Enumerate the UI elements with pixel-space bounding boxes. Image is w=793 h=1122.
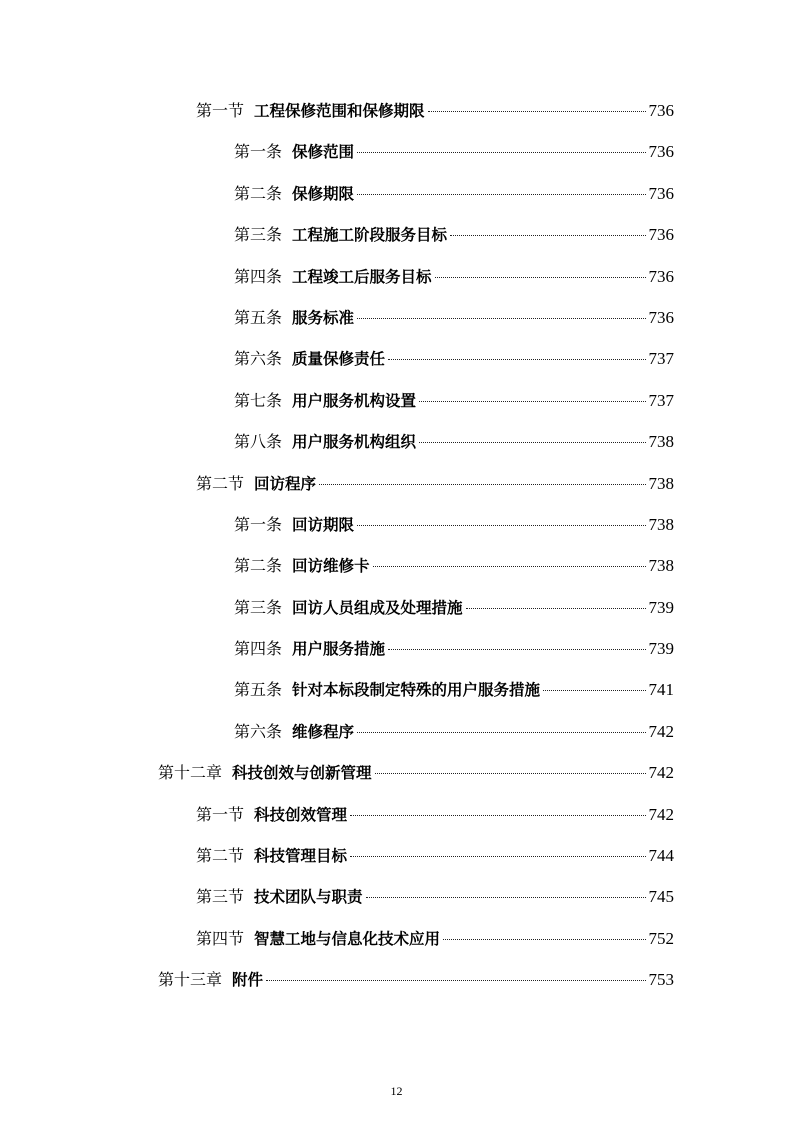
toc-entry-label: 第二节	[196, 846, 245, 866]
toc-entry-title: 回访程序	[254, 474, 317, 493]
toc-entry-page-number: 753	[648, 970, 674, 990]
dot-leader	[266, 980, 645, 981]
toc-entry-label: 第三节	[196, 887, 245, 907]
toc-entry[interactable]	[0, 297, 793, 338]
dot-leader	[319, 484, 645, 485]
toc-entry-page-number: 738	[648, 473, 674, 493]
toc-entry-label: 第五条	[234, 680, 283, 700]
dot-leader	[350, 856, 645, 857]
toc-entry-page-number: 752	[648, 928, 674, 948]
toc-entry[interactable]	[0, 421, 793, 462]
dot-leader	[450, 235, 645, 236]
dot-leader	[443, 939, 645, 940]
toc-entry-label: 第二条	[234, 183, 283, 203]
toc-entry[interactable]	[0, 876, 793, 917]
toc-entry[interactable]	[0, 752, 793, 793]
toc-entry-page-number: 745	[648, 887, 674, 907]
toc-entry-label: 第四条	[234, 639, 283, 659]
toc-entry-label: 第六条	[234, 349, 283, 369]
dot-leader	[419, 401, 645, 402]
toc-entry-page-number: 739	[648, 639, 674, 659]
toc-entry[interactable]	[0, 587, 793, 628]
toc-entry-label: 第七条	[234, 390, 283, 410]
toc-entry-label: 第四条	[234, 266, 283, 286]
dot-leader	[357, 152, 645, 153]
toc-entry[interactable]	[0, 669, 793, 710]
toc-entry-label: 第四节	[196, 928, 245, 948]
toc-entry-label: 第十二章	[158, 763, 223, 783]
dot-leader	[357, 732, 645, 733]
toc-entry-title: 回访期限	[292, 515, 355, 534]
dot-leader	[388, 359, 645, 360]
toc-entry-title: 针对本标段制定特殊的用户服务措施	[292, 681, 541, 700]
toc-entry[interactable]	[0, 918, 793, 959]
toc-entry-label: 第三条	[234, 225, 283, 245]
toc-entry[interactable]	[0, 380, 793, 421]
dot-leader	[388, 649, 645, 650]
toc-entry-label: 第六条	[234, 721, 283, 741]
dot-leader	[543, 690, 645, 691]
toc-entry-page-number: 737	[648, 390, 674, 410]
toc-entry-page-number: 742	[648, 804, 674, 824]
toc-entry[interactable]	[0, 463, 793, 504]
toc-entry-title: 维修程序	[292, 722, 355, 741]
dot-leader	[466, 608, 646, 609]
toc-entry-label: 第十三章	[158, 970, 223, 990]
toc-entry-title: 用户服务机构设置	[292, 391, 417, 410]
toc-entry[interactable]	[0, 835, 793, 876]
toc-entry-title: 科技管理目标	[254, 847, 348, 866]
dot-leader	[357, 525, 645, 526]
toc-entry[interactable]	[0, 173, 793, 214]
toc-entry-page-number: 736	[648, 183, 674, 203]
toc-entry-title: 回访人员组成及处理措施	[292, 598, 463, 617]
dot-leader	[366, 897, 646, 898]
toc-entry[interactable]	[0, 504, 793, 545]
toc-entry-page-number: 744	[648, 846, 674, 866]
toc-entry-title: 保修期限	[292, 184, 355, 203]
toc-entry-page-number: 736	[648, 101, 674, 120]
toc-entry-page-number: 736	[648, 225, 674, 245]
toc-entry-title: 技术团队与职责	[254, 888, 363, 907]
toc-entry-title: 质量保修责任	[292, 350, 386, 369]
toc-entry[interactable]	[0, 794, 793, 835]
toc-entry-page-number: 738	[648, 556, 674, 576]
dot-leader	[357, 318, 645, 319]
toc-entry[interactable]	[0, 545, 793, 586]
dot-leader	[435, 277, 646, 278]
toc-entry-title: 工程竣工后服务目标	[292, 267, 432, 286]
dot-leader	[373, 566, 646, 567]
toc-entry-label: 第二条	[234, 556, 283, 576]
toc-entry-page-number: 736	[648, 307, 674, 327]
toc-entry-label: 第一条	[234, 514, 283, 534]
toc-entry-page-number: 742	[648, 763, 674, 783]
toc-entry[interactable]	[0, 214, 793, 255]
toc-entry-title: 用户服务机构组织	[292, 433, 417, 452]
toc-entry-title: 科技创效与创新管理	[232, 764, 372, 783]
toc-entry-page-number: 738	[648, 514, 674, 534]
toc-entry-page-number: 742	[648, 721, 674, 741]
dot-leader	[419, 442, 645, 443]
toc-entry-page-number: 736	[648, 142, 674, 162]
toc-entry-label: 第一节	[196, 101, 245, 120]
dot-leader	[357, 194, 645, 195]
toc-entry-title: 附件	[232, 971, 264, 990]
toc-entry[interactable]	[0, 959, 793, 1000]
toc-entry[interactable]	[0, 90, 793, 131]
page-number: 12	[390, 1084, 403, 1098]
toc-entry-title: 用户服务措施	[292, 640, 386, 659]
toc-entry-label: 第五条	[234, 307, 283, 327]
toc-entry-title: 工程施工阶段服务目标	[292, 226, 448, 245]
table-of-contents	[0, 90, 793, 1001]
dot-leader	[375, 773, 646, 774]
toc-entry[interactable]	[0, 256, 793, 297]
toc-entry-title: 智慧工地与信息化技术应用	[254, 929, 441, 948]
toc-entry-title: 科技创效管理	[254, 805, 348, 824]
toc-entry-title: 工程保修范围和保修期限	[254, 102, 425, 120]
dot-leader	[350, 815, 645, 816]
toc-entry-label: 第一节	[196, 804, 245, 824]
toc-entry-page-number: 738	[648, 432, 674, 452]
toc-entry-title: 保修范围	[292, 143, 355, 162]
toc-entry-label: 第二节	[196, 473, 245, 493]
toc-entry-page-number: 736	[648, 266, 674, 286]
dot-leader	[428, 111, 646, 112]
toc-entry[interactable]	[0, 131, 793, 172]
toc-entry-label: 第一条	[234, 142, 283, 162]
toc-entry-title: 回访维修卡	[292, 557, 370, 576]
toc-entry[interactable]	[0, 628, 793, 669]
toc-entry-page-number: 737	[648, 349, 674, 369]
toc-entry-title: 服务标准	[292, 308, 355, 327]
toc-entry-page-number: 739	[648, 597, 674, 617]
toc-entry-label: 第三条	[234, 597, 283, 617]
toc-entry-label: 第八条	[234, 432, 283, 452]
toc-entry-page-number: 741	[648, 680, 674, 700]
toc-entry[interactable]	[0, 711, 793, 752]
toc-entry[interactable]	[0, 338, 793, 379]
